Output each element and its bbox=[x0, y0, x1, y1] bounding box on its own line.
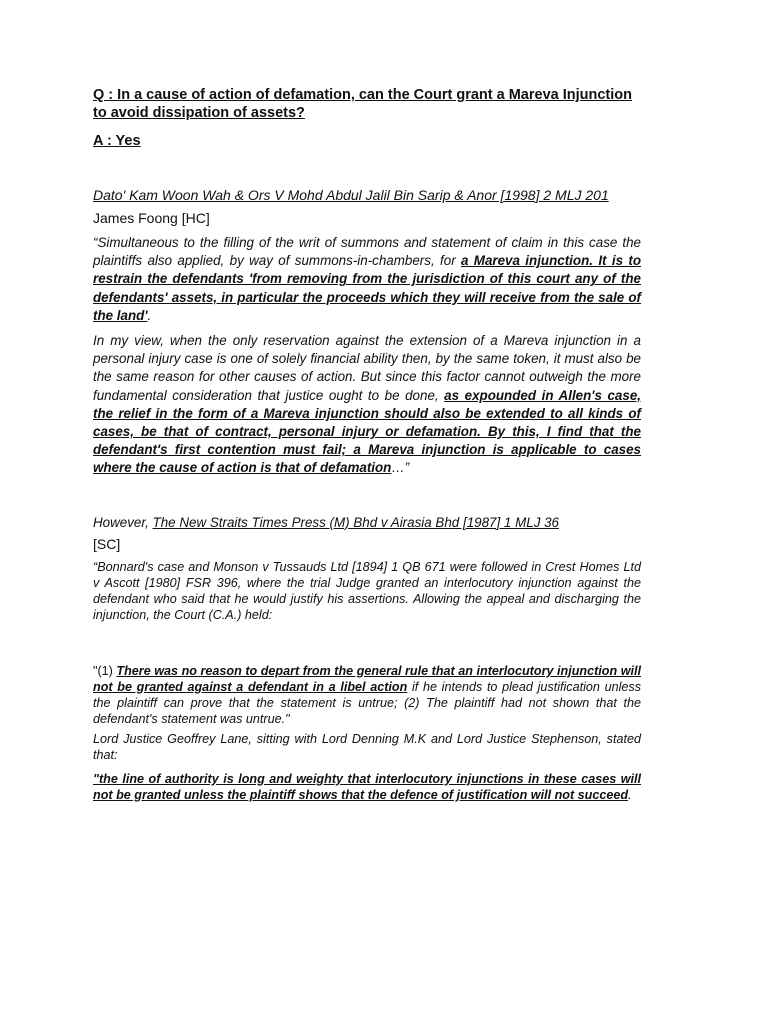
bold-emphasis: as expounded in Allen's case, the relief in the form of a Mareva injunction should also be extended to all kinds of cases, be that of contract, personal injury or defamation. By this, I find that the defendant's first contention must fail; a Mareva injunction is applicable to cases where the cause of action is that of defamation bbox=[93, 387, 641, 476]
case2-citation-line bbox=[93, 514, 641, 532]
text: if he intends to plead justification unless the plaintiff can prove that the statement is untrue; (2) The plaintiff had not shown that the defendant's statement was untrue." bbox=[93, 679, 641, 726]
text: In my view, when the only reservation against the extension of a Mareva injunction in a personal injury case is one of solely financial ability then, by the same token, it must also be the same reason for other causes of action. But since this factor cannot outweigh the more fundamental consideration that justice ought to be done, bbox=[93, 333, 641, 403]
document-page bbox=[93, 86, 641, 803]
case1-judge: James Foong [HC] bbox=[93, 210, 210, 226]
case1-quote-paragraph-2 bbox=[93, 332, 641, 478]
text: However, bbox=[93, 514, 153, 530]
text: . bbox=[147, 307, 152, 323]
case2-citation: The New Straits Times Press (M) Bhd v Airasia Bhd [1987] 1 MLJ 36 bbox=[152, 514, 560, 530]
text: “Simultaneous to the filling of the writ of summons and statement of claim in this case the plaintiffs also applied, by way of summons-in-chambers, for bbox=[93, 235, 641, 269]
text: …” bbox=[391, 460, 410, 476]
case2-quote-paragraph-1: “Bonnard's case and Monson v Tussauds Ltd [1894] 1 QB 671 were followed in Crest Homes Ltd v Ascott [1980] FSR 396, where the trial Judge granted an interlocutory injunction against the defendant who said that he would justify his assertions. Allowing the appeal and discharging the injunction, the Court (C.A.) held: bbox=[93, 559, 641, 622]
case2-quote-paragraph-2 bbox=[93, 663, 641, 727]
answer-heading: A : Yes bbox=[93, 133, 141, 149]
case1-quote-paragraph-1 bbox=[93, 234, 641, 325]
case2-court: [SC] bbox=[93, 535, 121, 552]
bold-emphasis: There was no reason to depart from the general rule that an interlocutory injunction will not be granted against a defendant in a libel action bbox=[93, 663, 641, 694]
text: . bbox=[628, 787, 632, 802]
case2-quote-paragraph-3: Lord Justice Geoffrey Lane, sitting with Lord Denning M.K and Lord Justice Stephenson, stated that: bbox=[93, 731, 641, 762]
question-heading: Q : In a cause of action of defamation, can the Court grant a Mareva Injunction to avoid dissipation of assets? bbox=[93, 87, 632, 121]
bold-emphasis: a Mareva injunction. It is to restrain the defendants 'from removing from the jurisdiction of this court any of the defendants' assets, in particular the proceeds which they will receive from the sale of the land' bbox=[93, 253, 641, 323]
text: "(1) bbox=[93, 663, 117, 678]
case1-citation: Dato' Kam Woon Wah & Ors V Mohd Abdul Jalil Bin Sarip & Anor [1998] 2 MLJ 201 bbox=[93, 187, 609, 203]
case2-quote-paragraph-4 bbox=[93, 771, 641, 803]
bold-emphasis: "the line of authority is long and weighty that interlocutory injunctions in these cases will not be granted unless the plaintiff shows that the defence of justification will not succeed bbox=[93, 771, 641, 802]
